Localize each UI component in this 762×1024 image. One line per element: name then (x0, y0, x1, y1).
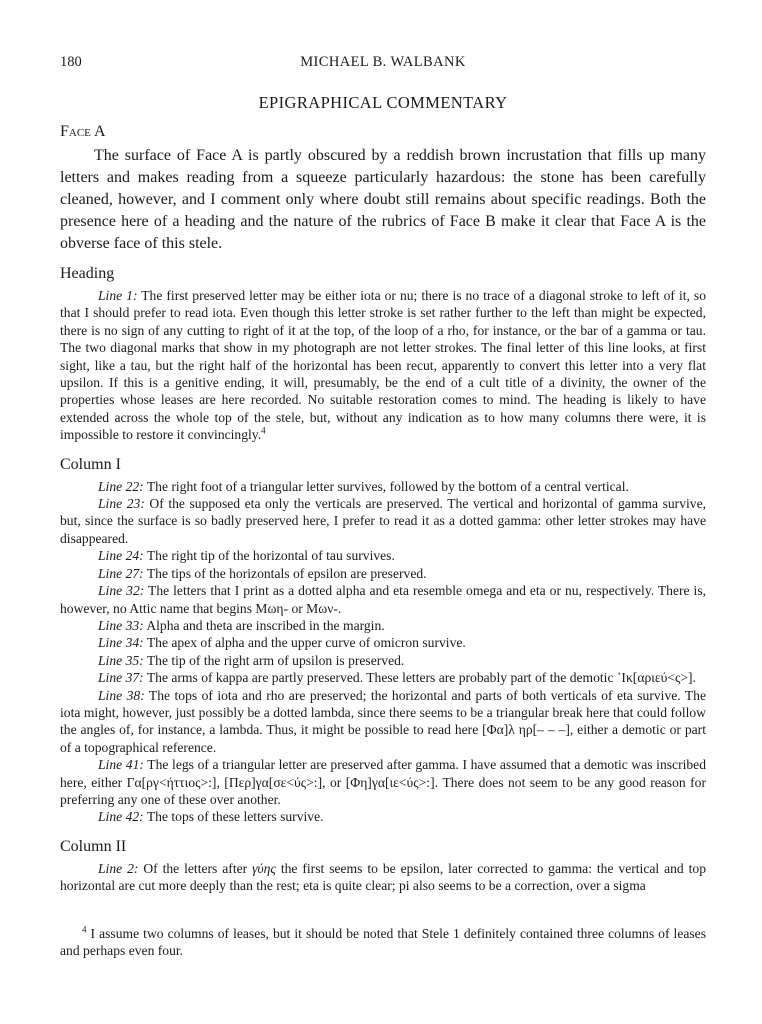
running-head (60, 54, 706, 76)
line-label: Line 27: (98, 565, 144, 581)
note-text: The tip of the right arm of upsilon is preserved. (143, 652, 405, 668)
note-item (60, 808, 706, 825)
heading-title: Heading (60, 265, 115, 282)
line-label: Line 22: (98, 478, 144, 494)
line-label: Line 34: (98, 635, 144, 651)
column-1-notes (60, 478, 706, 826)
note-item (60, 495, 706, 547)
page (60, 54, 706, 959)
note-text: the first seems to be epsilon, later corrected to gamma: the vertical and top horizontal are cut more deeply than the rest; eta is quite clear; pi also seems to be a correction, over a sigma (60, 860, 707, 894)
note-item (60, 617, 706, 634)
note-text: The first preserved letter may be either iota or nu; there is no trace of a diagonal stroke to left of it, so that I should prefer to read iota. Even though this letter stroke is set rather further to the left than might be expected, there is no sign of any cutting to right of it at the top, of the loop of a rho, for instance, or the bar of a gamma or tau. The two diagonal marks that show in my photograph are not letter strokes. The final letter of this line looks, at first sight, like a tau, but the right half of the horizontal has been recut, apparently to convert this letter into a very flat upsilon. If this is a genitive ending, it will, presumably, be the end of a cult title of a divinity, the owner of the properties whose leases are here recorded. No suitable restoration comes to mind. The heading is likely to have extended across the whole top of the stele, but, without any indication as to how many columns there were, it is impossible to restore it convincingly. (60, 288, 707, 443)
line-label: Line 24: (98, 548, 144, 564)
line-label: Line 35: (98, 652, 144, 668)
note-text: The tops of these letters survive. (143, 809, 324, 825)
running-title: MICHAEL B. WALBANK (300, 54, 466, 70)
line-label: Line 2: (98, 860, 139, 876)
face-a-title: Face A (60, 123, 106, 140)
note-item (60, 547, 706, 564)
note-text: Of the supposed eta only the verticals are preserved. The vertical and horizontal of gamma survive, but, since the surface is so badly preserved here, I prefer to read it as a dotted gamma: other letter strokes may have disappeared. (60, 496, 706, 546)
section-title: EPIGRAPHICAL COMMENTARY (258, 93, 508, 112)
note-item (60, 756, 706, 808)
column-1-title: Column I (60, 455, 121, 473)
face-a-paragraph: The surface of Face A is partly obscured by a reddish brown incrustation that fills up many letters and makes reading from a squeeze particularly hazardous: the stone has been carefully cleaned, however, and I comment only where doubt still remains about specific readings. Both the presence here of a heading and the nature of the rubrics of Face B make it clear that Face A is the obverse face of this stele. (60, 147, 706, 252)
note-text: Alpha and theta are inscribed in the margin. (143, 617, 385, 633)
note-item (60, 478, 706, 495)
line-label: Line 23: (98, 496, 145, 512)
line-label: Line 38: (98, 687, 145, 703)
line-label: Line 1: (98, 288, 138, 303)
footnote-ref[interactable]: 4 (261, 425, 266, 436)
line-label: Line 33: (98, 617, 144, 633)
footnote-text: I assume two columns of leases, but it should be noted that Stele 1 definitely contained three columns of leases and perhaps even four. (60, 925, 706, 958)
column-2-title: Column II (60, 837, 127, 855)
heading-note (60, 287, 706, 444)
line-label: Line 41: (98, 757, 144, 773)
note-item (60, 669, 706, 686)
note-text: Of the letters after (138, 860, 253, 876)
note-text: The right tip of the horizontal of tau survives. (143, 548, 395, 564)
note-text: The legs of a triangular letter are preserved after gamma. I have assumed that a demotic was inscribed here, either Γα[ργ<ήττιος>:], [Περ]γα[σε<ύς>:], or [Φη]γα[ιε<ύς>:]. There does not seem to be any good reason for preferring any one of these over another. (60, 757, 707, 807)
note-text: The right foot of a triangular letter survives, followed by the bottom of a central vertical. (143, 478, 629, 494)
footnote-number: 4 (82, 924, 87, 935)
column-2-note (60, 860, 706, 895)
greek-word: γύης (252, 860, 276, 876)
note-text: The letters that I print as a dotted alpha and eta resemble omega and eta or nu, respectively. There is, however, no Attic name that begins Μωη- or Μων-. (60, 583, 707, 616)
note-item (60, 652, 706, 669)
note-item (60, 582, 706, 617)
note-item (60, 687, 706, 757)
line-label: Line 37: (98, 670, 144, 686)
line-label: Line 32: (98, 583, 145, 599)
line-label: Line 42: (98, 809, 144, 825)
page-number: 180 (60, 54, 82, 70)
note-text: The tops of iota and rho are preserved; the horizontal and parts of both verticals of eta survive. The iota might, however, just possibly be a dotted lambda, since there seems to be a triangular break here that could follow the angles of, for instance, a lambda. Thus, it might be possible to read here [Φα]λ ηρ[– – –], either a demotic or part of a topographical reference. (60, 687, 707, 755)
note-text: The arms of kappa are partly preserved. These letters are probably part of the demotic ᾿Ικ[αριεύ<ς>]. (143, 670, 696, 686)
note-item (60, 565, 706, 582)
footnote (60, 925, 706, 960)
note-text: The tips of the horizontals of epsilon are preserved. (143, 565, 427, 581)
note-item (60, 634, 706, 651)
note-text: The apex of alpha and the upper curve of omicron survive. (143, 635, 466, 651)
